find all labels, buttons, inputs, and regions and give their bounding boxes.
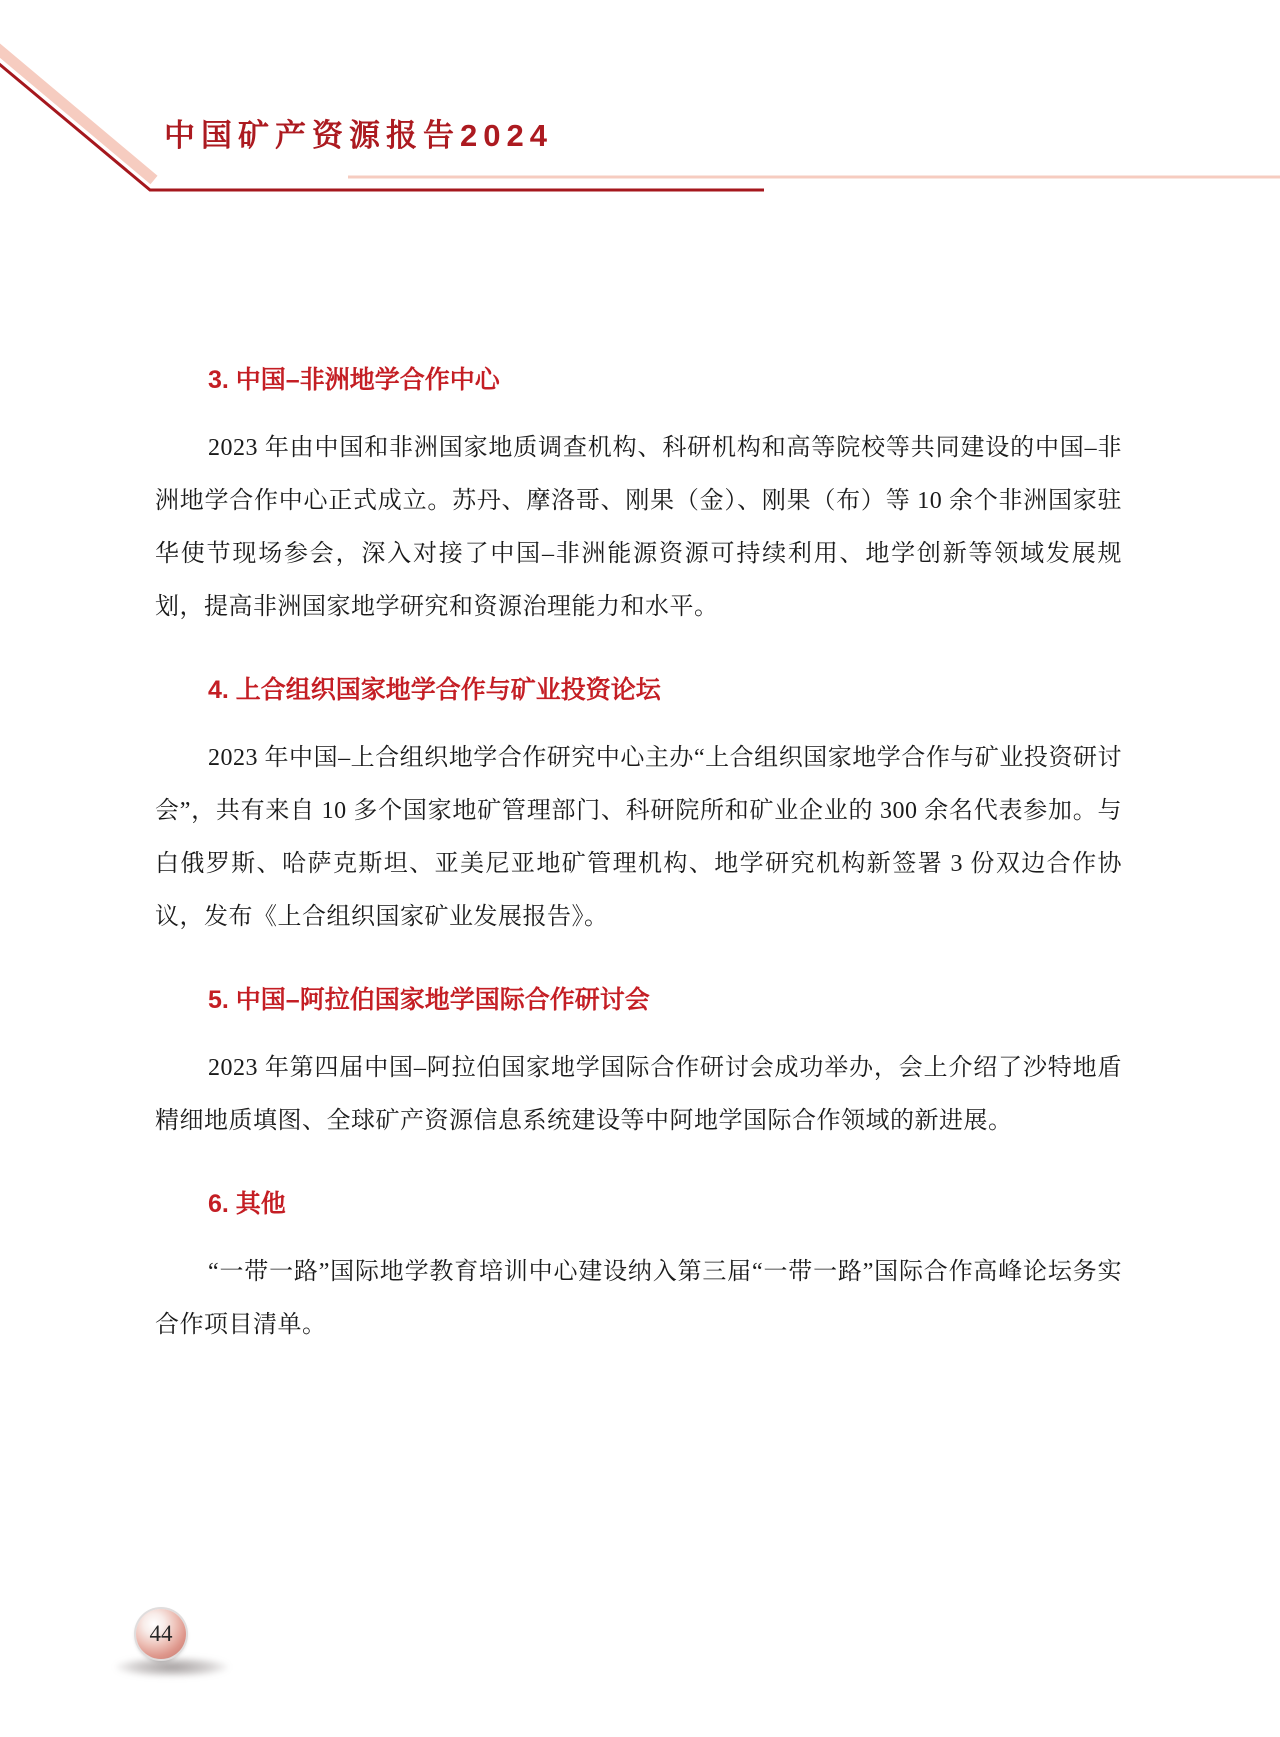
section-heading-3: 3. 中国–非洲地学合作中心 bbox=[208, 366, 500, 394]
section-heading-5: 5. 中国–阿拉伯国家地学国际合作研讨会 bbox=[208, 986, 650, 1014]
section-paragraph-6: “一带一路”国际地学教育培训中心建设纳入第三届“一带一路”国际合作高峰论坛务实合作项目清单。 bbox=[155, 1259, 1122, 1338]
header-decoration-lines bbox=[0, 0, 1280, 215]
section-paragraph-4: 2023 年中国–上合组织地学合作研究中心主办“上合组织国家地学合作与矿业投资研讨会”，共有来自 10 多个国家地矿管理部门、科研院所和矿业企业的 300 余名代表参加。与白俄罗斯、哈萨克斯坦、亚美尼亚地矿管理机构、地学研究机构新签署 3 份双边合作协议，发布《上合组织国家矿业发展报告》。 bbox=[155, 745, 1122, 930]
page-number: 44 bbox=[149, 1621, 173, 1646]
report-title: 中国矿产资源报告2024 bbox=[164, 118, 553, 153]
section-paragraph-3: 2023 年由中国和非洲国家地质调查机构、科研机构和高等院校等共同建设的中国–非洲地学合作中心正式成立。苏丹、摩洛哥、刚果（金）、刚果（布）等 10 余个非洲国家驻华使节现场参会，深入对接了中国–非洲能源资源可持续利用、地学创新等领域发展规划，提高非洲国家地学研究和资源治理能力和水平。 bbox=[155, 435, 1122, 620]
section-heading-6: 6. 其他 bbox=[208, 1190, 286, 1218]
globe-shadow bbox=[116, 1657, 228, 1677]
section-heading-4: 4. 上合组织国家地学合作与矿业投资论坛 bbox=[208, 676, 661, 704]
page-content bbox=[155, 324, 1122, 1352]
section-paragraph-5: 2023 年第四届中国–阿拉伯国家地学国际合作研讨会成功举办，会上介绍了沙特地盾精细地质填图、全球矿产资源信息系统建设等中阿地学国际合作领域的新进展。 bbox=[155, 1055, 1122, 1134]
diagonal-pink-band bbox=[0, 44, 154, 180]
page-number-globe-icon bbox=[136, 1609, 186, 1659]
